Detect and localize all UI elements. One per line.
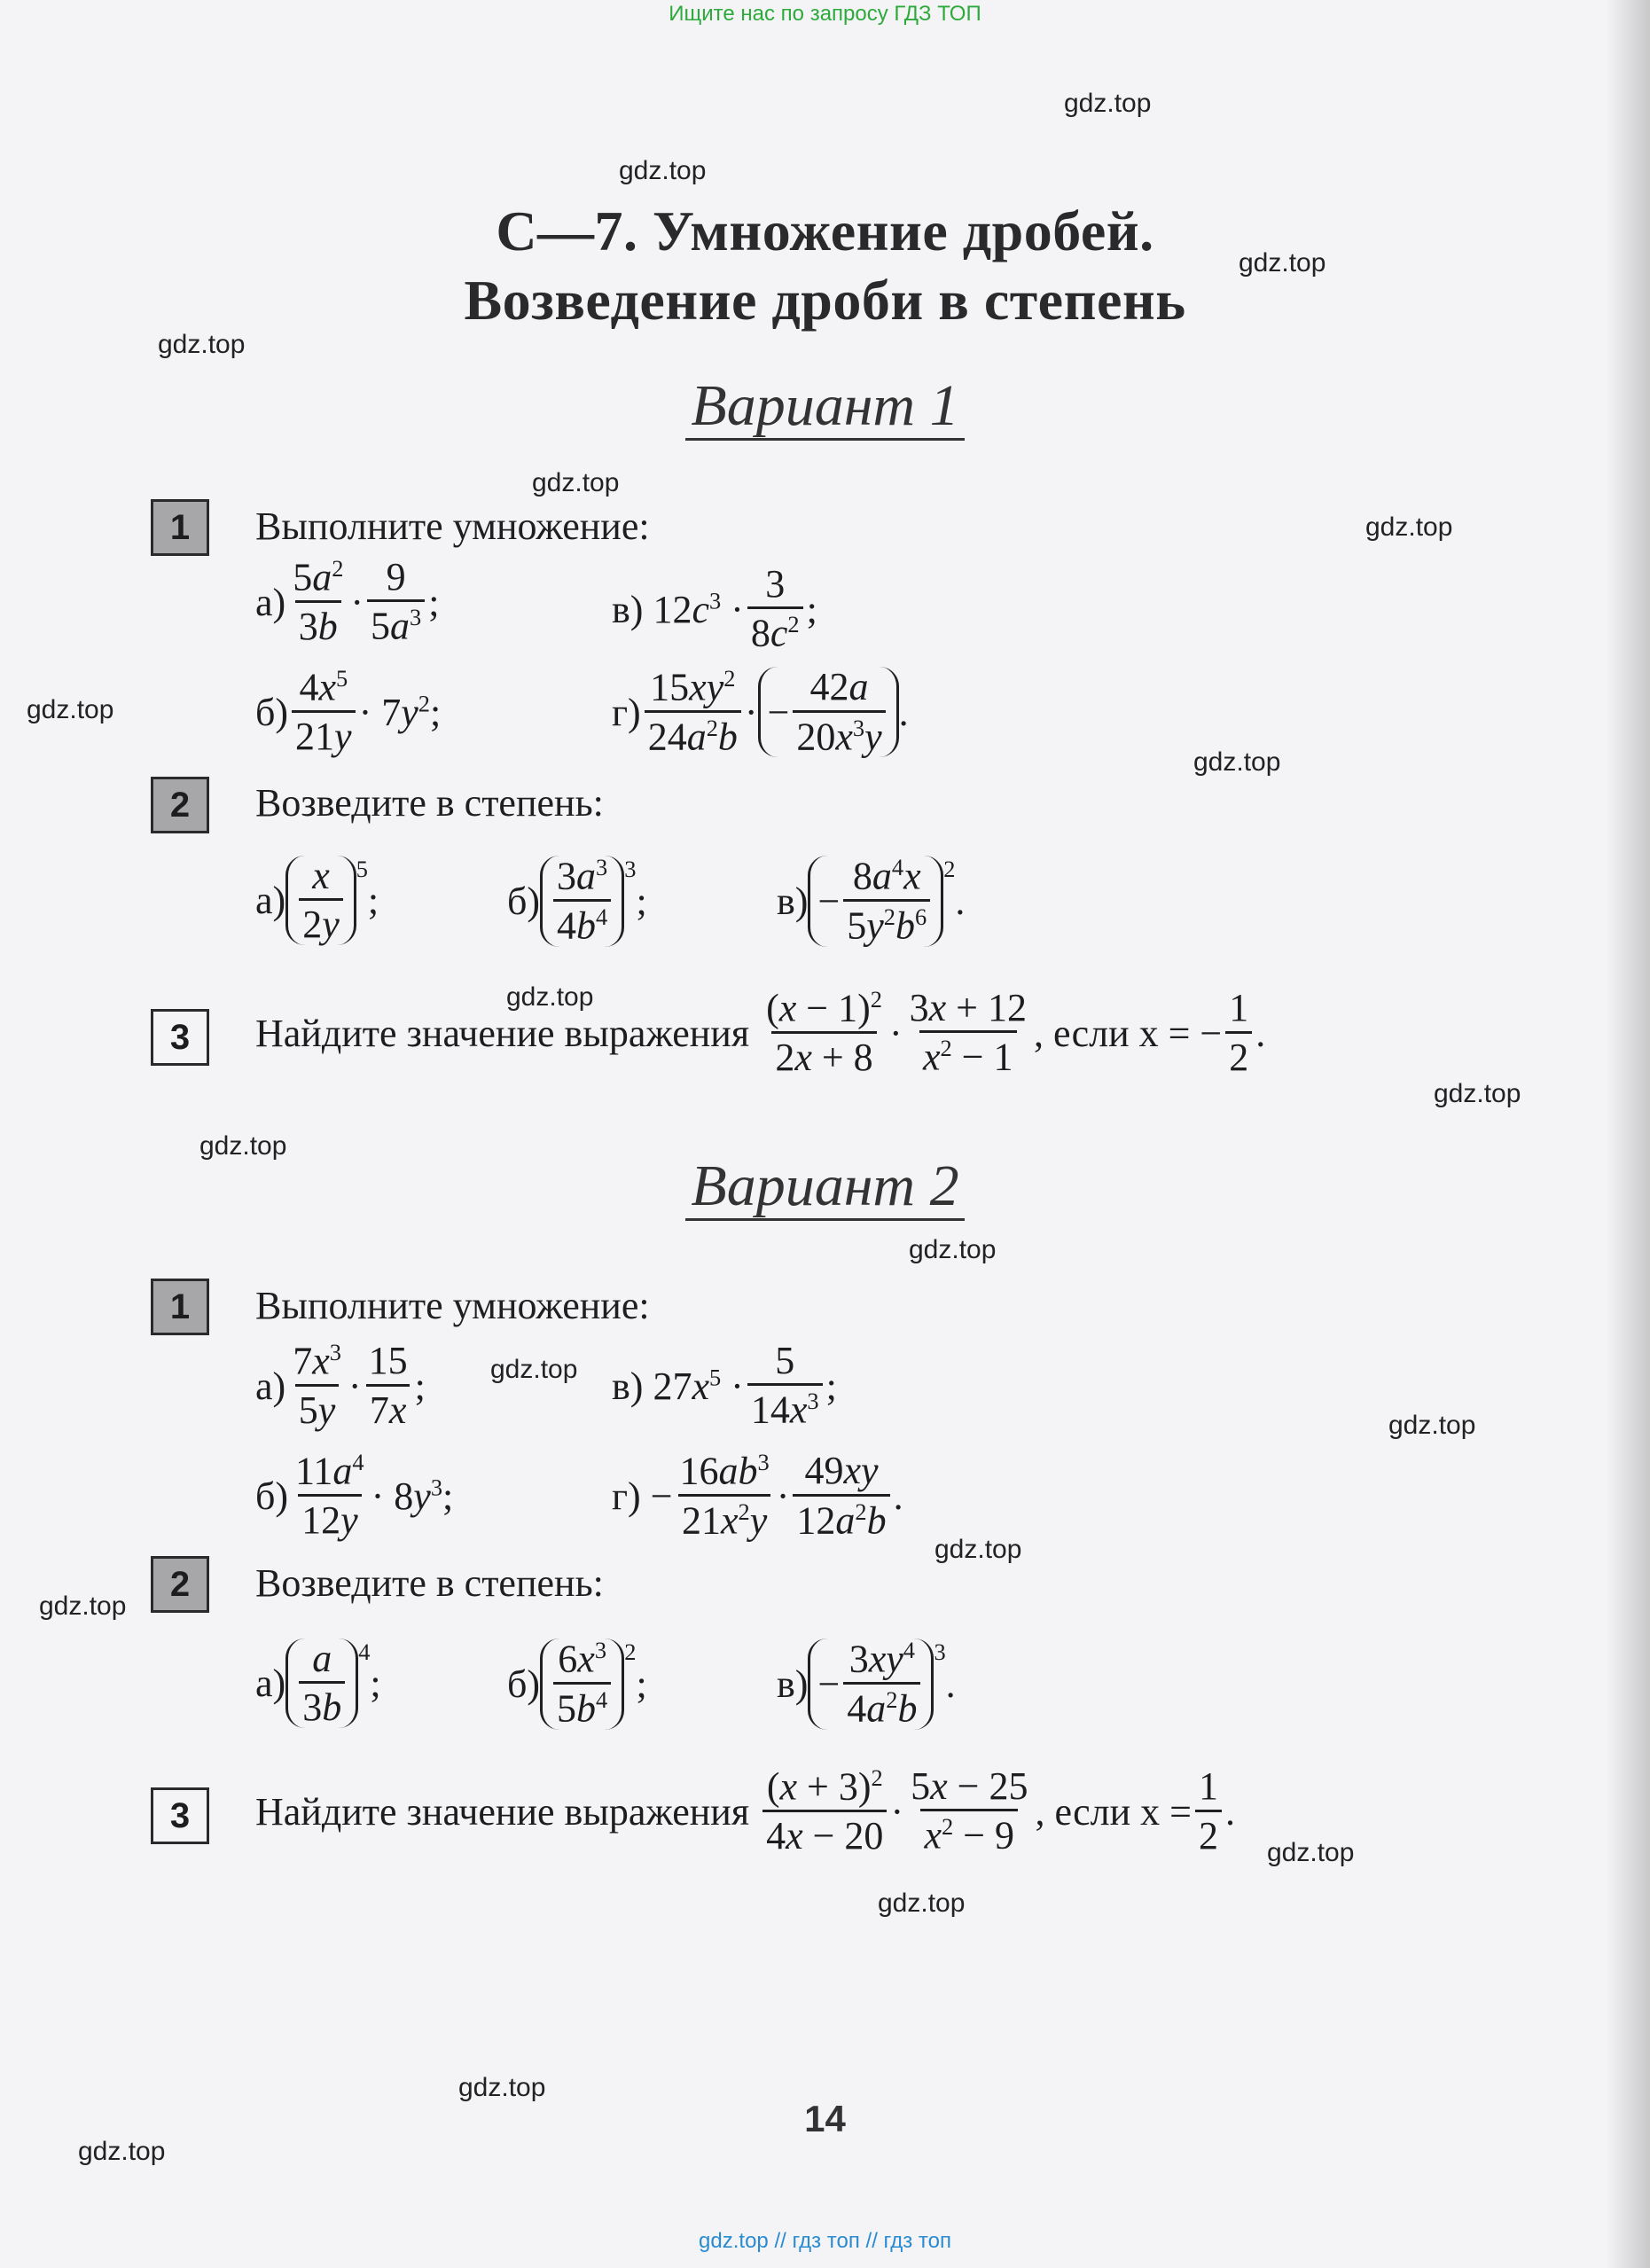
watermark: gdz.top (934, 1535, 1022, 1564)
exercise-v2-2v: в) − $\frac{3xy^4}{4a^2b}$ $^3$ . (777, 1637, 956, 1731)
watermark: gdz.top (909, 1235, 997, 1264)
watermark: gdz.top (27, 695, 114, 724)
watermark: gdz.top (1388, 1411, 1476, 1440)
task-number-box: 1 (151, 1279, 209, 1335)
exercise-v2-1g: г) − $\frac{16ab^3}{21x^2y}$ · $\frac{49xy}{12a^2b}$ . (612, 1449, 903, 1543)
page-edge-shadow (1606, 0, 1650, 2268)
watermark: gdz.top (458, 2073, 546, 2102)
watermark: gdz.top (39, 1592, 127, 1621)
exercise-v2-2b: б) $\frac{6x^3}{5b^4}$ $^2$ ; (507, 1637, 647, 1731)
exercise-v1-2a: а) $\frac{x}{2y}$ $^5$ ; (255, 854, 379, 947)
exercise-v2-1v: в) $27x^5$ · $\frac{5}{14x^3}$ ; (612, 1339, 837, 1432)
watermark: gdz.top (1239, 248, 1326, 278)
exercise-v2-1b: б) $\frac{11a^4}{12y}$ · $8y^3$; (255, 1449, 454, 1542)
task-number-box: 1 (151, 499, 209, 556)
task-instruction: Возведите в степень: (255, 1561, 604, 1605)
watermark: gdz.top (490, 1355, 578, 1384)
watermark: gdz.top (78, 2137, 166, 2166)
task-instruction: Выполните умножение: (255, 504, 650, 548)
exercise-v2-1a: а) $\frac{7x^3}{5y}$ · $\frac{15}{7x}$ ; (255, 1339, 426, 1432)
watermark: gdz.top (1267, 1838, 1355, 1867)
task-number-box: 3 (151, 1009, 209, 1066)
watermark: gdz.top (158, 330, 246, 359)
exercise-v1-2v: в) − $\frac{8a^4x}{5y^2b^6}$ $^2$ . (777, 854, 966, 948)
bottom-banner[interactable]: gdz.top // гдз топ // гдз топ (699, 2229, 951, 2253)
variant1-heading: Вариант 1 (0, 372, 1650, 440)
exercise-v1-1g: г) $\frac{15xy^2}{24a^2b}$ · − $\frac{42a}{20x^3y}$ . (612, 665, 909, 759)
task-number-box: 2 (151, 1556, 209, 1613)
page-title-line1: С—7. Умножение дробей. (496, 199, 1154, 262)
watermark: gdz.top (199, 1131, 287, 1161)
watermark: gdz.top (878, 1889, 966, 1918)
exercise-v1-1b: б) $\frac{4x^5}{21y}$ · $7y^2$; (255, 665, 442, 758)
variant2-heading: Вариант 2 (0, 1153, 1650, 1220)
page-title-line2: Возведение дроби в степень (464, 269, 1186, 332)
top-banner[interactable]: Ищите нас по запросу ГДЗ ТОП (669, 2, 981, 26)
task-instruction: Выполните умножение: (255, 1284, 650, 1327)
exercise-v1-1a: а) $\frac{5a^2}{3b}$ · $\frac{9}{5a^3}$ ; (255, 555, 440, 648)
exercise-v2-2a: а) $\frac{a}{3b}$ $^4$ ; (255, 1637, 381, 1730)
task-number-box: 2 (151, 777, 209, 833)
watermark: gdz.top (506, 982, 594, 1012)
exercise-v1-3: Найдите значение выражения $\frac{(x - 1)^2}{2x + 8}$ · $\frac{3x + 12}{x^2 - 1}$ , если x = − $\frac{1}{2}$ . (255, 986, 1266, 1079)
watermark: gdz.top (1365, 512, 1453, 542)
watermark: gdz.top (1193, 747, 1281, 777)
task-instruction: Возведите в степень: (255, 781, 604, 825)
watermark: gdz.top (619, 156, 707, 185)
exercise-v2-3: Найдите значение выражения $\frac{(x + 3)^2}{4x - 20}$ · $\frac{5x - 25}{x^2 - 9}$ , если x = $\frac{1}{2}$ . (255, 1764, 1235, 1857)
exercise-v1-2b: б) $\frac{3a^3}{4b^4}$ $^3$ ; (507, 854, 647, 948)
watermark: gdz.top (1064, 89, 1152, 118)
task-number-box: 3 (151, 1787, 209, 1844)
watermark: gdz.top (532, 468, 620, 497)
watermark: gdz.top (1434, 1079, 1521, 1108)
page-number: 14 (804, 2098, 846, 2139)
exercise-v1-1v: в) $12c^3$ · $\frac{3}{8c^2}$ ; (612, 562, 817, 655)
